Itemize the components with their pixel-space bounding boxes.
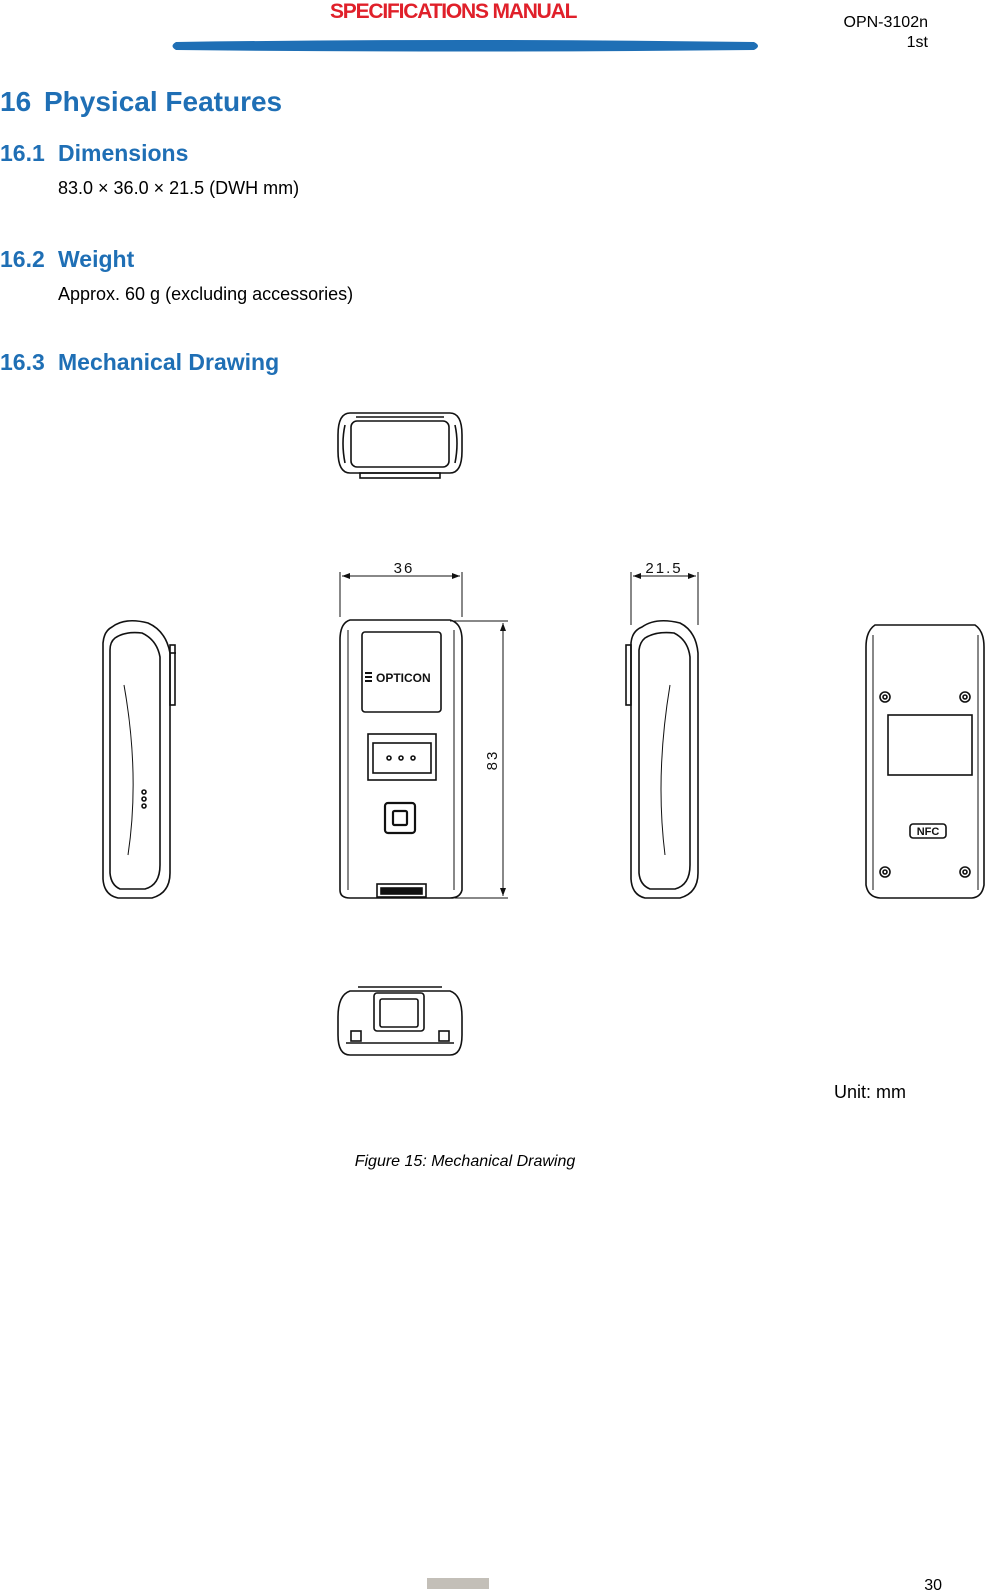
edition: 1st — [906, 34, 928, 51]
mechanical-drawing — [0, 395, 987, 1065]
footer-bar — [427, 1578, 489, 1589]
bottom-view — [338, 987, 462, 1055]
page-number: 30 — [924, 1577, 942, 1594]
section-heading-dimensions — [0, 140, 188, 167]
brand-logo-text: OPTICON — [376, 671, 431, 685]
section-number: 16.3 — [0, 349, 45, 375]
front-view — [340, 572, 508, 898]
section-heading-physical-features — [0, 86, 282, 118]
top-view — [338, 413, 462, 478]
dim-width-label: 36 — [393, 560, 415, 577]
right-side-view — [626, 572, 698, 898]
section-number: 16.1 — [0, 140, 45, 166]
figure-caption: Figure 15: Mechanical Drawing — [354, 1153, 576, 1170]
section-number: 16.2 — [0, 246, 45, 272]
dimensions-text: 83.0 × 36.0 × 21.5 (DWH mm) — [58, 178, 300, 198]
back-view — [866, 625, 984, 898]
section-title: Physical Features — [44, 86, 283, 117]
weight-text: Approx. 60 g (excluding accessories) — [58, 284, 354, 304]
unit-label: Unit: mm — [834, 1082, 906, 1102]
header-bar — [172, 40, 758, 52]
section-title: Weight — [58, 246, 135, 272]
dim-depth-label: 21.5 — [645, 560, 683, 577]
section-title: Dimensions — [58, 140, 189, 166]
section-number: 16 — [0, 86, 32, 117]
document-number-block — [844, 13, 929, 53]
section-heading-mechanical-drawing — [0, 349, 279, 376]
nfc-label: NFC — [916, 826, 940, 838]
dim-height-label: 83 — [484, 749, 501, 771]
section-title: Mechanical Drawing — [58, 349, 280, 375]
section-heading-weight — [0, 246, 134, 273]
manual-title: SPECIFICATIONS MANUAL — [330, 0, 577, 23]
document-number: OPN-3102n — [843, 14, 928, 31]
left-side-view — [103, 621, 176, 898]
